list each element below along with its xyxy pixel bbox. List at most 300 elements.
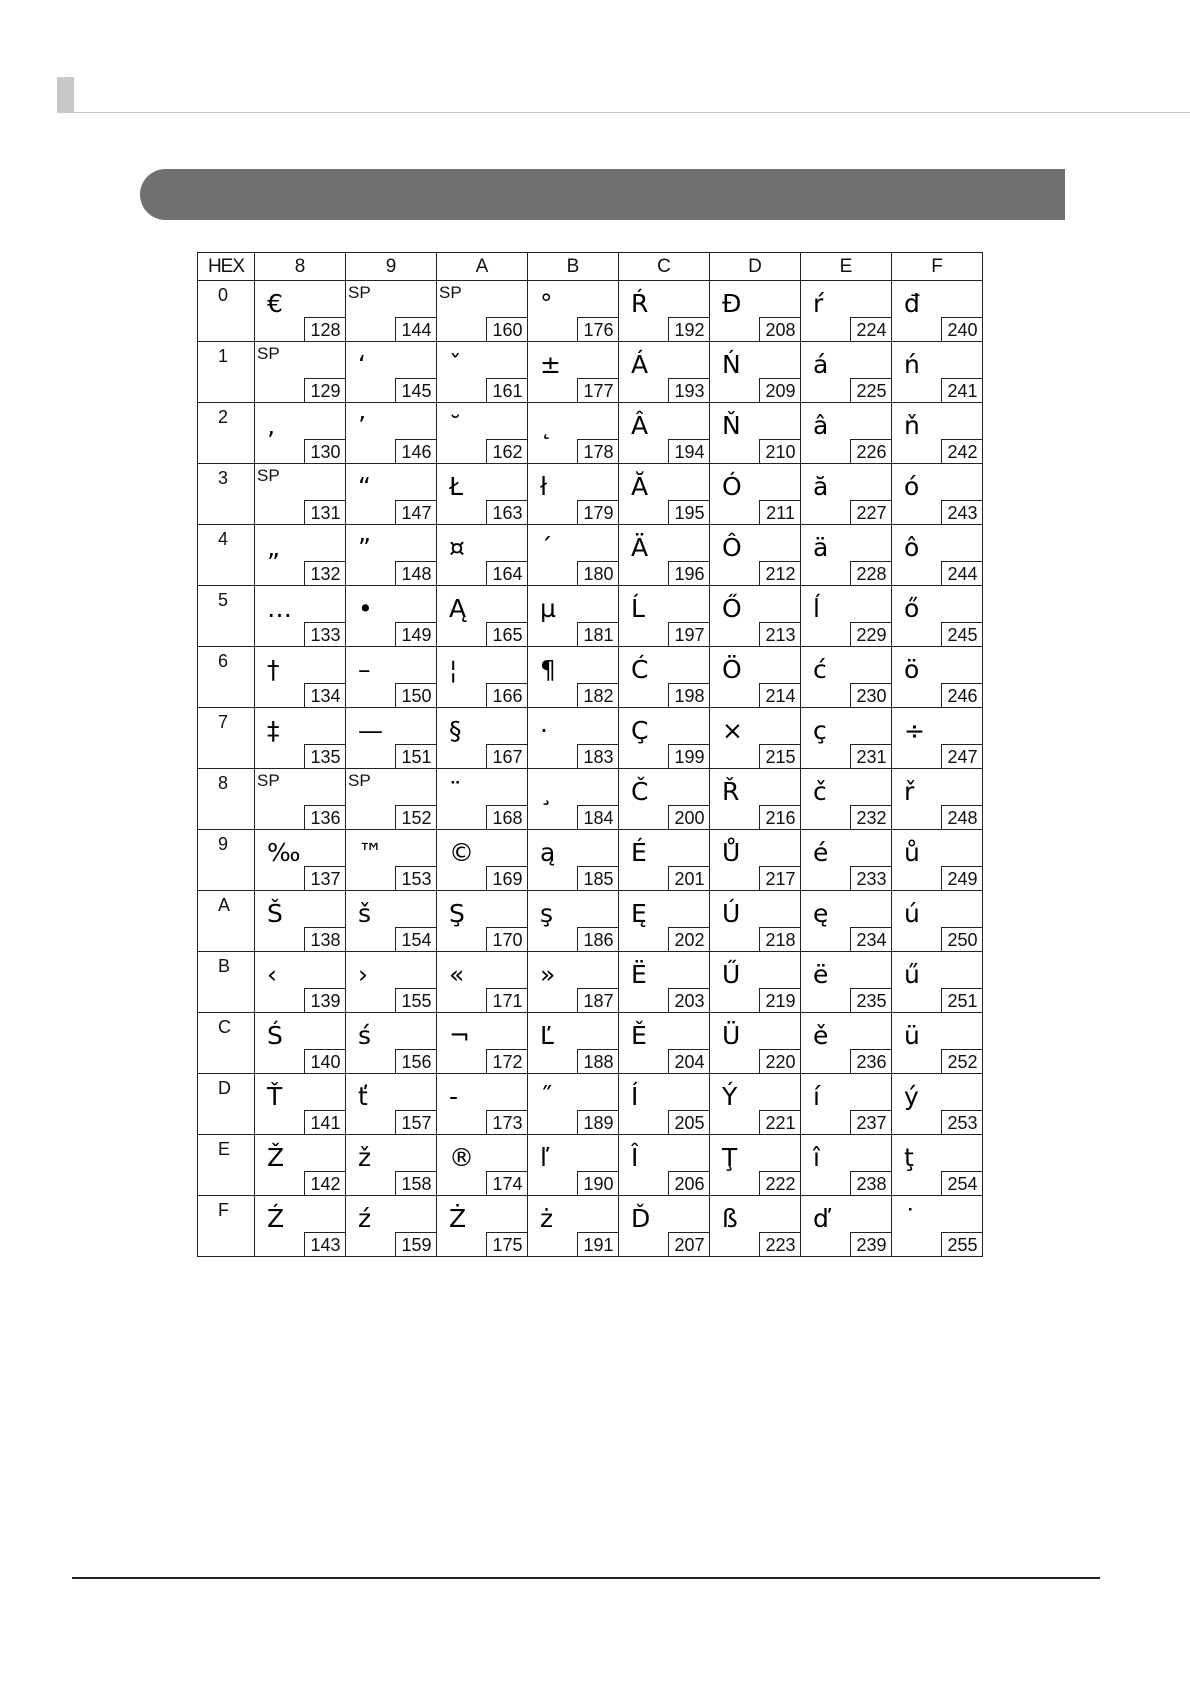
char-code: 241 [941,378,983,403]
char-glyph: Ą [449,594,467,623]
char-cell [528,769,619,830]
char-cell [437,281,528,342]
hex-corner-label: HEX [198,253,255,281]
char-code: 186 [577,927,619,952]
table-header-row [198,253,983,281]
char-cell [528,281,619,342]
section-heading-band [140,169,1065,220]
char-cell [801,708,892,769]
char-code: 251 [941,988,983,1013]
char-glyph: Ě [631,1021,647,1050]
char-glyph: í [813,1082,820,1111]
char-cell [801,342,892,403]
char-glyph: ú [904,899,920,928]
char-glyph: ÷ [904,716,925,745]
char-cell [892,403,983,464]
char-code: 136 [304,805,346,830]
table-row [198,708,983,769]
char-code: 160 [486,317,528,342]
char-cell [528,891,619,952]
char-cell [255,464,346,525]
char-cell [801,403,892,464]
char-code: 252 [941,1049,983,1074]
char-cell [346,1135,437,1196]
char-code: 197 [668,622,710,647]
char-glyph: Ż [449,1204,467,1233]
char-code: 167 [486,744,528,769]
char-glyph: Ó [722,472,742,501]
table-row [198,891,983,952]
char-glyph: ü [904,1021,920,1050]
char-glyph: ™ [358,838,383,867]
char-cell [892,708,983,769]
char-glyph: × [722,716,743,745]
char-cell [255,769,346,830]
char-code: 159 [395,1232,437,1257]
char-glyph: ˛ [540,411,553,440]
char-code: 151 [395,744,437,769]
char-code: 141 [304,1110,346,1135]
char-code: 129 [304,378,346,403]
char-cell [892,891,983,952]
char-cell [619,1135,710,1196]
char-code: 150 [395,683,437,708]
char-glyph: • [358,594,373,623]
char-glyph: ¤ [449,533,465,562]
char-cell [437,1074,528,1135]
char-glyph: ĺ [813,594,820,623]
char-glyph: ę [813,899,829,928]
char-cell [892,769,983,830]
char-cell [528,403,619,464]
char-glyph: Ő [722,594,742,623]
char-cell [710,647,801,708]
char-cell [801,464,892,525]
char-glyph: ç [813,716,827,745]
char-glyph: SP [257,344,280,363]
char-glyph: “ [358,472,371,501]
table-row [198,403,983,464]
char-glyph: Š [267,899,283,928]
char-glyph: Ś [267,1021,283,1050]
char-cell [346,952,437,1013]
char-cell [528,525,619,586]
table-row [198,769,983,830]
char-cell [710,708,801,769]
char-glyph: á [813,350,829,379]
char-cell [801,769,892,830]
char-code: 206 [668,1171,710,1196]
char-glyph: † [267,655,280,684]
char-cell [437,586,528,647]
char-glyph: Ů [722,838,741,867]
column-header: 9 [346,253,437,281]
char-cell [437,464,528,525]
char-glyph: Ţ [722,1143,738,1172]
char-cell [619,1074,710,1135]
char-cell [346,281,437,342]
char-cell [619,1013,710,1074]
char-glyph: Ľ [540,1021,554,1050]
char-cell [801,1013,892,1074]
table-row [198,1135,983,1196]
row-header: 0 [198,281,255,342]
column-header: A [437,253,528,281]
char-cell [437,708,528,769]
char-glyph: ł [540,472,548,501]
char-code: 223 [759,1232,801,1257]
row-header: 7 [198,708,255,769]
char-code: 156 [395,1049,437,1074]
char-code: 240 [941,317,983,342]
char-cell [892,830,983,891]
char-glyph: Í [631,1082,639,1111]
char-cell [437,1135,528,1196]
char-code: 204 [668,1049,710,1074]
char-cell [619,586,710,647]
char-glyph: Ä [631,533,649,562]
char-code: 239 [850,1232,892,1257]
char-cell [710,342,801,403]
char-cell [710,1135,801,1196]
char-glyph: « [449,960,465,989]
char-cell [437,403,528,464]
char-glyph: ě [813,1021,829,1050]
char-code: 143 [304,1232,346,1257]
char-glyph: ’ [358,411,366,440]
char-cell [437,1013,528,1074]
char-glyph: ¸ [540,777,553,806]
char-glyph: Ź [267,1204,285,1233]
char-glyph: é [813,838,829,867]
column-header: C [619,253,710,281]
char-cell [255,525,346,586]
char-cell [346,830,437,891]
char-code: 211 [759,500,801,525]
char-glyph: ± [540,350,561,379]
char-cell [801,1074,892,1135]
char-glyph: ň [904,411,920,440]
char-cell [892,525,983,586]
char-glyph: ż [540,1204,554,1233]
char-glyph: Ř [722,777,740,806]
char-code: 225 [850,378,892,403]
char-glyph: š [358,899,372,928]
char-code: 234 [850,927,892,952]
char-glyph: ¨ [449,777,462,806]
char-code: 226 [850,439,892,464]
row-header: 6 [198,647,255,708]
char-glyph: › [358,960,368,989]
char-cell [528,342,619,403]
char-cell [346,464,437,525]
char-cell [255,342,346,403]
char-code: 173 [486,1110,528,1135]
char-glyph: ő [904,594,920,623]
code-page-table [197,252,983,1257]
column-header: B [528,253,619,281]
char-glyph: ű [904,960,920,989]
char-cell [619,891,710,952]
char-code: 227 [850,500,892,525]
char-glyph: Ă [631,472,649,501]
char-cell [619,708,710,769]
char-cell [437,1196,528,1257]
row-header: 3 [198,464,255,525]
char-cell [801,952,892,1013]
char-glyph: Ĺ [631,594,645,623]
char-cell [255,952,346,1013]
char-code: 184 [577,805,619,830]
char-code: 139 [304,988,346,1013]
char-code: 254 [941,1171,983,1196]
char-cell [619,1196,710,1257]
char-cell [801,1135,892,1196]
char-glyph: ˇ [449,350,462,379]
char-cell [892,342,983,403]
char-code: 255 [941,1232,983,1257]
header-marker [57,77,74,112]
char-glyph: Ž [267,1143,285,1172]
char-cell [801,525,892,586]
char-cell [346,708,437,769]
char-code: 178 [577,439,619,464]
char-glyph: ® [449,1143,474,1172]
table-row [198,647,983,708]
char-glyph: Ô [722,533,742,562]
char-code: 198 [668,683,710,708]
row-header: 9 [198,830,255,891]
row-header: 8 [198,769,255,830]
char-code: 168 [486,805,528,830]
char-code: 137 [304,866,346,891]
char-code: 224 [850,317,892,342]
char-glyph: ‚ [267,411,275,440]
char-code: 212 [759,561,801,586]
char-cell [710,1196,801,1257]
char-code: 131 [304,500,346,525]
char-cell [255,1196,346,1257]
table-row [198,464,983,525]
char-code: 164 [486,561,528,586]
char-cell [528,586,619,647]
char-code: 208 [759,317,801,342]
char-code: 177 [577,378,619,403]
char-glyph: Ý [722,1082,738,1111]
char-cell [801,830,892,891]
char-glyph: ‡ [267,716,280,745]
char-glyph: ť [358,1082,368,1111]
char-code: 245 [941,622,983,647]
char-code: 203 [668,988,710,1013]
char-code: 230 [850,683,892,708]
char-glyph: § [449,716,462,745]
char-cell [892,1013,983,1074]
char-cell [346,1196,437,1257]
char-glyph: ´ [540,533,553,562]
char-cell [710,952,801,1013]
char-glyph: Ň [722,411,741,440]
char-code: 218 [759,927,801,952]
char-glyph: ¬ [449,1021,470,1050]
char-cell [528,647,619,708]
char-cell [619,342,710,403]
char-glyph: ć [813,655,827,684]
char-code: 205 [668,1110,710,1135]
char-glyph: î [813,1143,820,1172]
char-code: 152 [395,805,437,830]
char-code: 194 [668,439,710,464]
char-cell [528,830,619,891]
char-code: 246 [941,683,983,708]
char-glyph: Ť [267,1082,283,1111]
char-glyph: ů [904,838,920,867]
char-code: 148 [395,561,437,586]
char-cell [710,525,801,586]
row-header: 4 [198,525,255,586]
char-glyph: ˝ [540,1082,553,1111]
char-code: 192 [668,317,710,342]
char-glyph: ď [813,1204,829,1233]
char-code: 221 [759,1110,801,1135]
char-cell [255,281,346,342]
char-cell [892,281,983,342]
char-glyph: ö [904,655,920,684]
char-glyph: ß [722,1204,738,1233]
char-code: 219 [759,988,801,1013]
char-glyph: SP [439,283,462,302]
char-glyph: ‰ [267,838,301,867]
char-code: 238 [850,1171,892,1196]
char-cell [619,952,710,1013]
char-glyph: Ď [631,1204,651,1233]
table-row [198,952,983,1013]
char-code: 236 [850,1049,892,1074]
char-cell [255,891,346,952]
row-header: D [198,1074,255,1135]
char-code: 153 [395,866,437,891]
char-code: 134 [304,683,346,708]
char-cell [346,586,437,647]
char-code: 175 [486,1232,528,1257]
char-cell [346,891,437,952]
char-glyph: — [358,716,383,745]
char-cell [528,1074,619,1135]
char-cell [801,586,892,647]
char-cell [346,769,437,830]
char-glyph: Ş [449,899,465,928]
char-glyph: ˙ [904,1204,917,1233]
char-code: 145 [395,378,437,403]
char-cell [255,403,346,464]
char-cell [255,647,346,708]
char-code: 128 [304,317,346,342]
char-glyph: ä [813,533,829,562]
char-code: 180 [577,561,619,586]
char-glyph: Ç [631,716,649,745]
char-cell [437,342,528,403]
char-cell [528,708,619,769]
char-code: 163 [486,500,528,525]
char-code: 216 [759,805,801,830]
char-glyph: Ú [722,899,741,928]
table-row [198,1196,983,1257]
char-code: 195 [668,500,710,525]
char-glyph: Ę [631,899,647,928]
char-cell [437,952,528,1013]
char-cell [528,1135,619,1196]
char-cell [255,1074,346,1135]
char-code: 202 [668,927,710,952]
char-code: 161 [486,378,528,403]
char-glyph: ą [540,838,556,867]
char-code: 174 [486,1171,528,1196]
char-code: 135 [304,744,346,769]
char-code: 196 [668,561,710,586]
char-code: 213 [759,622,801,647]
char-cell [255,586,346,647]
char-cell [619,525,710,586]
char-code: 169 [486,866,528,891]
char-code: 217 [759,866,801,891]
char-cell [528,464,619,525]
char-glyph: SP [348,771,371,790]
char-glyph: € [267,289,283,318]
char-cell [437,830,528,891]
char-glyph: ˘ [449,411,462,440]
char-code: 171 [486,988,528,1013]
char-cell [710,403,801,464]
table-row [198,525,983,586]
char-code: 147 [395,500,437,525]
char-code: 182 [577,683,619,708]
char-code: 248 [941,805,983,830]
table-row [198,1074,983,1135]
char-cell [892,647,983,708]
table-row [198,281,983,342]
footer-rule [72,1577,1100,1579]
column-header: D [710,253,801,281]
char-code: 149 [395,622,437,647]
row-header: A [198,891,255,952]
char-cell [255,708,346,769]
char-code: 157 [395,1110,437,1135]
char-code: 215 [759,744,801,769]
char-code: 133 [304,622,346,647]
char-cell [710,891,801,952]
char-code: 190 [577,1171,619,1196]
char-cell [710,830,801,891]
char-code: 222 [759,1171,801,1196]
char-glyph: Ö [722,655,742,684]
char-glyph: ” [358,533,371,562]
char-glyph: đ [904,289,920,318]
char-cell [528,1013,619,1074]
char-cell [619,647,710,708]
char-glyph: ľ [540,1143,550,1172]
char-code: 154 [395,927,437,952]
char-code: 242 [941,439,983,464]
char-glyph: SP [257,771,280,790]
char-glyph: SP [257,466,280,485]
char-code: 166 [486,683,528,708]
char-code: 188 [577,1049,619,1074]
char-code: 179 [577,500,619,525]
char-code: 183 [577,744,619,769]
char-glyph: ¶ [540,655,556,684]
char-glyph: … [267,594,292,623]
char-cell [346,1074,437,1135]
